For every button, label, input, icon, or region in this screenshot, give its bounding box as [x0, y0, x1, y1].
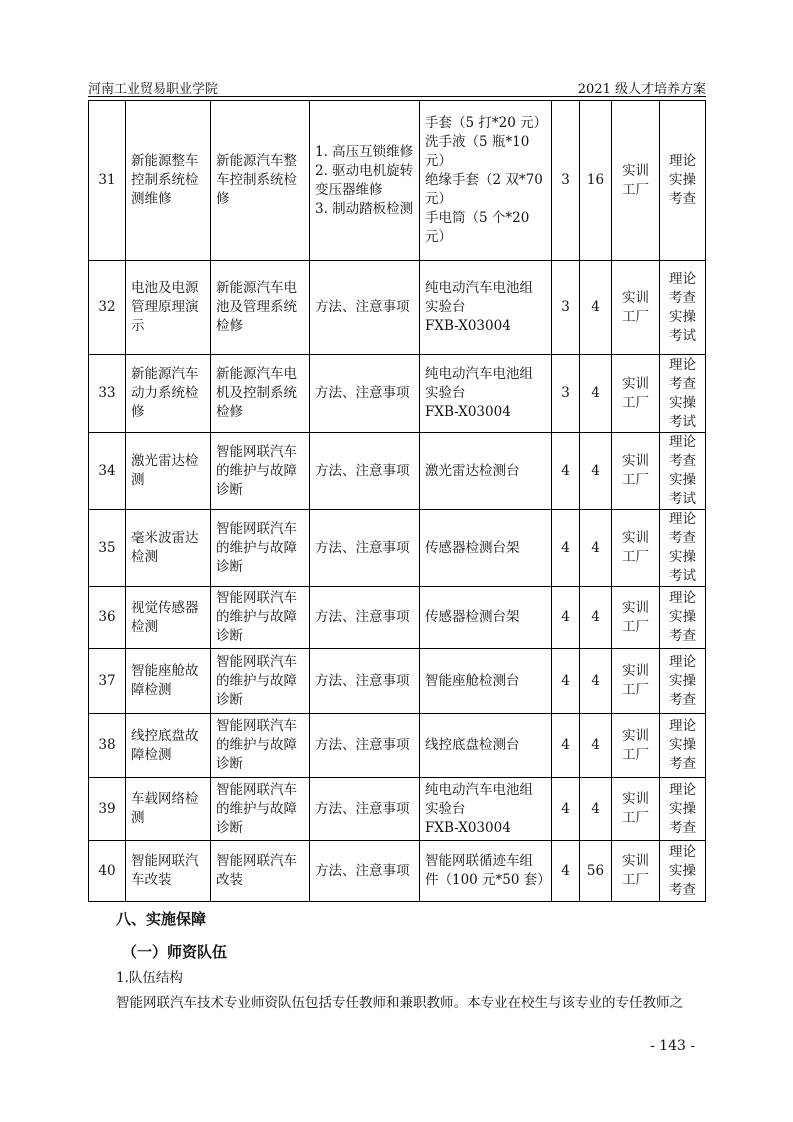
- group-count-cell: 56: [580, 841, 612, 902]
- row-number-cell: 35: [89, 510, 126, 587]
- project-name-cell: 毫米波雷达检测: [126, 510, 211, 587]
- training-projects-table: [88, 100, 706, 902]
- assessment-cell: 理论考查实操考试: [660, 510, 706, 587]
- location-cell: 实训工厂: [612, 101, 660, 261]
- row-number-cell: 39: [89, 778, 126, 841]
- group-count-cell: 4: [580, 714, 612, 778]
- course-module-cell: 智能网联汽车改装: [211, 841, 310, 902]
- equipment-cell: [420, 778, 552, 841]
- equipment-cell: [420, 355, 552, 433]
- equipment-cell-line: 传感器检测台架: [425, 609, 520, 625]
- project-name-cell: 视觉传感器检测: [126, 587, 211, 649]
- course-module-cell: 新能源汽车整车控制系统检修: [211, 101, 310, 261]
- assessment-cell: 理论考查实操考试: [660, 433, 706, 510]
- section-heading: 八、实施保障: [116, 910, 207, 928]
- hours-cell: 3: [552, 101, 580, 261]
- header-school-name: 河南工业贸易职业学院: [88, 82, 219, 97]
- equipment-cell-line: 智能网联循迹车组件（100 元*50 套）: [425, 853, 551, 888]
- equipment-cell: [420, 510, 552, 587]
- group-count-cell: 16: [580, 101, 612, 261]
- training-content-cell: [310, 433, 420, 510]
- project-name-cell: 新能源整车控制系统检测维修: [126, 101, 211, 261]
- row-number-cell: 32: [89, 261, 126, 355]
- page-number: - 143 -: [650, 1038, 696, 1054]
- hours-cell: 4: [552, 778, 580, 841]
- row-number-cell: 40: [89, 841, 126, 902]
- table-row: [89, 587, 706, 649]
- page-header: [88, 78, 706, 97]
- training-content-cell-line: 方法、注意事项: [315, 862, 410, 879]
- training-content-cell-line: 方法、注意事项: [315, 609, 410, 625]
- list-item-heading: 1.队伍结构: [116, 970, 183, 986]
- assessment-cell: 理论实操考查: [660, 101, 706, 261]
- training-content-cell-line: 方法、注意事项: [315, 539, 410, 556]
- course-module-cell: 智能网联汽车的维护与故障诊断: [211, 649, 310, 714]
- equipment-cell-line: 纯电动汽车电池组实验台: [425, 280, 533, 315]
- training-content-cell: [310, 101, 420, 261]
- training-content-cell: [310, 841, 420, 902]
- equipment-cell: [420, 587, 552, 649]
- equipment-cell-line: FXB-X03004: [425, 819, 511, 836]
- body-paragraph: 智能网联汽车技术专业师资队伍包括专任教师和兼职教师。本专业在校生与该专业的专任教师之: [116, 995, 683, 1011]
- assessment-cell: 理论实操考查: [660, 714, 706, 778]
- course-module-cell: 智能网联汽车的维护与故障诊断: [211, 510, 310, 587]
- location-cell: 实训工厂: [612, 261, 660, 355]
- location-cell: 实训工厂: [612, 433, 660, 510]
- equipment-cell: [420, 261, 552, 355]
- hours-cell: 4: [552, 649, 580, 714]
- group-count-cell: 4: [580, 778, 612, 841]
- location-cell: 实训工厂: [612, 649, 660, 714]
- assessment-cell: 理论考查实操考试: [660, 261, 706, 355]
- location-cell: 实训工厂: [612, 841, 660, 902]
- training-content-cell: [310, 778, 420, 841]
- assessment-cell: 理论实操考查: [660, 649, 706, 714]
- equipment-cell: [420, 101, 552, 261]
- project-name-cell: 激光雷达检测: [126, 433, 211, 510]
- equipment-cell-line: 传感器检测台架: [425, 539, 520, 556]
- assessment-cell: 理论实操考查: [660, 587, 706, 649]
- equipment-cell-line: 激光雷达检测台: [425, 462, 520, 479]
- project-name-cell: 智能网联汽车改装: [126, 841, 211, 902]
- course-module-cell: 智能网联汽车的维护与故障诊断: [211, 587, 310, 649]
- hours-cell: 3: [552, 261, 580, 355]
- training-content-cell-line: 方法、注意事项: [315, 462, 410, 479]
- assessment-cell: 理论实操考查: [660, 841, 706, 902]
- table-row: [89, 261, 706, 355]
- equipment-cell-line: FXB-X03004: [425, 318, 511, 334]
- training-content-cell-line: 2. 驱动电机旋转变压器维修: [315, 162, 414, 198]
- equipment-cell: [420, 433, 552, 510]
- equipment-cell-line: FXB-X03004: [425, 404, 511, 420]
- equipment-cell-line: 手套（5 打*20 元）: [425, 115, 548, 131]
- hours-cell: 3: [552, 355, 580, 433]
- project-name-cell: 新能源汽车动力系统检修: [126, 355, 211, 433]
- equipment-cell-line: 智能座舱检测台: [425, 672, 520, 689]
- training-content-cell: [310, 355, 420, 433]
- table-row: [89, 433, 706, 510]
- location-cell: 实训工厂: [612, 778, 660, 841]
- table-row: [89, 649, 706, 714]
- group-count-cell: 4: [580, 510, 612, 587]
- group-count-cell: 4: [580, 355, 612, 433]
- row-number-cell: 31: [89, 101, 126, 261]
- location-cell: 实训工厂: [612, 510, 660, 587]
- hours-cell: 4: [552, 841, 580, 902]
- training-content-cell: [310, 649, 420, 714]
- training-content-cell-line: 方法、注意事项: [315, 299, 410, 315]
- table-row: [89, 778, 706, 841]
- course-module-cell: 智能网联汽车的维护与故障诊断: [211, 778, 310, 841]
- equipment-cell-line: 纯电动汽车电池组实验台: [425, 781, 533, 817]
- equipment-cell-line: 线控底盘检测台: [425, 737, 520, 753]
- table-row: [89, 101, 706, 261]
- training-content-cell-line: 方法、注意事项: [315, 737, 410, 753]
- training-content-cell-line: 方法、注意事项: [315, 385, 410, 401]
- equipment-cell: [420, 841, 552, 902]
- header-document-title: 2021 级人才培养方案: [577, 82, 706, 97]
- training-content-cell: [310, 587, 420, 649]
- equipment-cell: [420, 714, 552, 778]
- group-count-cell: 4: [580, 433, 612, 510]
- equipment-cell-line: 纯电动汽车电池组实验台: [425, 366, 533, 401]
- location-cell: 实训工厂: [612, 587, 660, 649]
- row-number-cell: 38: [89, 714, 126, 778]
- training-content-cell: [310, 261, 420, 355]
- assessment-cell: 理论考查实操考试: [660, 355, 706, 433]
- training-content-cell: [310, 714, 420, 778]
- project-name-cell: 线控底盘故障检测: [126, 714, 211, 778]
- course-module-cell: 新能源汽车电池及管理系统检修: [211, 261, 310, 355]
- project-name-cell: 电池及电源管理原理演示: [126, 261, 211, 355]
- course-module-cell: 新能源汽车电机及控制系统检修: [211, 355, 310, 433]
- training-content-cell-line: 3. 制动踏板检测: [315, 200, 414, 217]
- group-count-cell: 4: [580, 649, 612, 714]
- hours-cell: 4: [552, 510, 580, 587]
- table-row: [89, 510, 706, 587]
- hours-cell: 4: [552, 433, 580, 510]
- equipment-cell-line: 绝缘手套（2 双*70 元）: [425, 172, 543, 207]
- table-row: [89, 841, 706, 902]
- training-content-cell-line: 方法、注意事项: [315, 672, 410, 689]
- row-number-cell: 33: [89, 355, 126, 433]
- equipment-cell-line: 手电筒（5 个*20 元）: [425, 210, 530, 245]
- group-count-cell: 4: [580, 261, 612, 355]
- course-module-cell: 智能网联汽车的维护与故障诊断: [211, 433, 310, 510]
- subsection-heading: （一）师资队伍: [122, 943, 228, 961]
- project-name-cell: 智能座舱故障检测: [126, 649, 211, 714]
- row-number-cell: 34: [89, 433, 126, 510]
- row-number-cell: 36: [89, 587, 126, 649]
- table-row: [89, 714, 706, 778]
- assessment-cell: 理论实操考查: [660, 778, 706, 841]
- course-module-cell: 智能网联汽车的维护与故障诊断: [211, 714, 310, 778]
- hours-cell: 4: [552, 587, 580, 649]
- group-count-cell: 4: [580, 587, 612, 649]
- project-name-cell: 车载网络检测: [126, 778, 211, 841]
- hours-cell: 4: [552, 714, 580, 778]
- training-content-cell-line: 方法、注意事项: [315, 800, 410, 817]
- row-number-cell: 37: [89, 649, 126, 714]
- equipment-cell: [420, 649, 552, 714]
- training-content-cell-line: 1. 高压互锁维修: [315, 143, 414, 160]
- training-content-cell: [310, 510, 420, 587]
- location-cell: 实训工厂: [612, 355, 660, 433]
- table-row: [89, 355, 706, 433]
- equipment-cell-line: 洗手液（5 瓶*10 元）: [425, 134, 530, 169]
- location-cell: 实训工厂: [612, 714, 660, 778]
